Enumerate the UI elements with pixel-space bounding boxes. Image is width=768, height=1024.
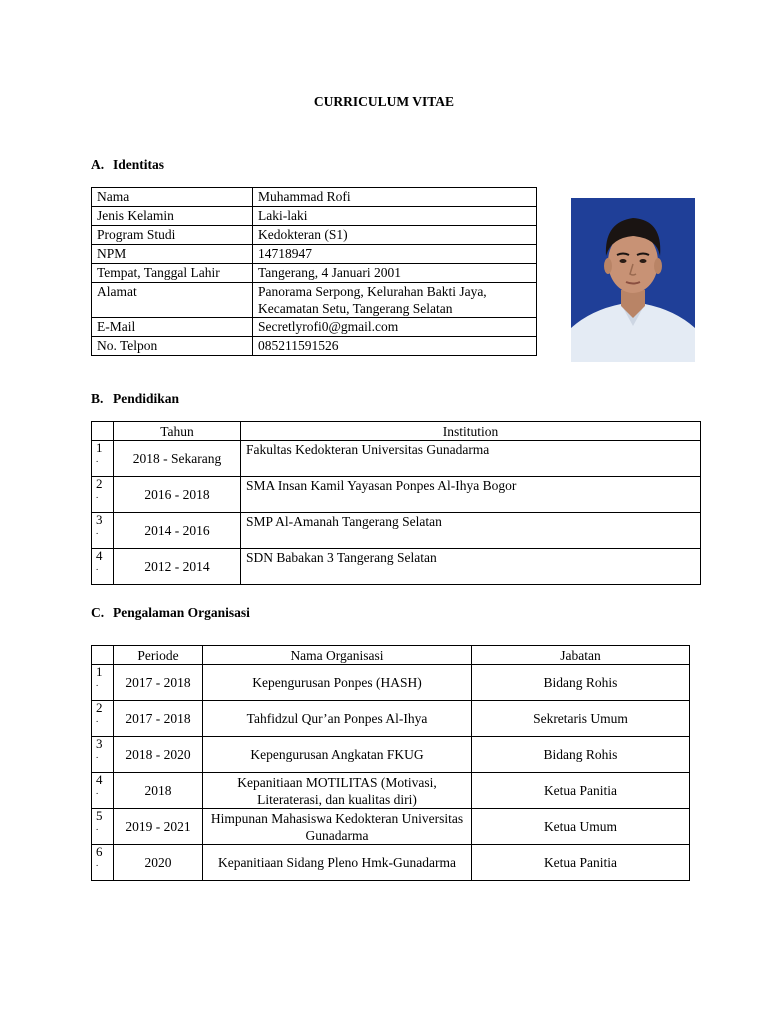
identity-key: Tempat, Tanggal Lahir [92, 264, 253, 283]
identity-value: Muhammad Rofi [253, 188, 537, 207]
table-header-row [92, 422, 701, 441]
header-cell-period: Periode [114, 646, 203, 665]
org-name: Kepanitiaan Sidang Pleno Hmk-Gunadarma [203, 845, 472, 881]
org-period: 2019 - 2021 [114, 809, 203, 845]
org-period: 2020 [114, 845, 203, 881]
table-row [92, 441, 701, 477]
table-row [92, 513, 701, 549]
identity-value: Panorama Serpong, Kelurahan Bakti Jaya, Kecamatan Setu, Tangerang Selatan [253, 283, 537, 318]
row-number: 1 . [92, 665, 114, 701]
education-institution: SMP Al-Amanah Tangerang Selatan [241, 513, 701, 549]
section-label: Identitas [113, 157, 165, 172]
table-row [92, 188, 537, 207]
table-row [92, 701, 690, 737]
education-year: 2018 - Sekarang [114, 441, 241, 477]
table-row [92, 318, 537, 337]
section-label: Pendidikan [113, 391, 180, 406]
row-number: 4 . [92, 773, 114, 809]
section-organisasi-heading [91, 605, 250, 621]
table-row [92, 477, 701, 513]
org-name: Kepanitiaan MOTILITAS (Motivasi, Literaterasi, dan kualitas diri) [203, 773, 472, 809]
section-label: Pengalaman Organisasi [113, 605, 250, 620]
row-number: 2 . [92, 701, 114, 737]
education-institution: Fakultas Kedokteran Universitas Gunadarma [241, 441, 701, 477]
org-period: 2017 - 2018 [114, 701, 203, 737]
document-title: CURRICULUM VITAE [313, 94, 455, 109]
row-number: 4 . [92, 549, 114, 585]
section-pendidikan-heading [91, 391, 179, 407]
row-number: 5 . [92, 809, 114, 845]
education-year: 2016 - 2018 [114, 477, 241, 513]
header-cell-number [92, 646, 114, 665]
education-year: 2012 - 2014 [114, 549, 241, 585]
org-position: Ketua Umum [472, 809, 690, 845]
organization-table [91, 645, 690, 881]
row-number: 3 . [92, 737, 114, 773]
org-name: Kepengurusan Angkatan FKUG [203, 737, 472, 773]
header-cell-institution: Institution [241, 422, 701, 441]
profile-photo [571, 198, 695, 362]
section-identitas-heading [91, 157, 164, 173]
table-row [92, 207, 537, 226]
row-number: 3 . [92, 513, 114, 549]
org-name: Himpunan Mahasiswa Kedokteran Universitas Gunadarma [203, 809, 472, 845]
identity-table [91, 187, 537, 356]
table-row [92, 809, 690, 845]
identity-key: Program Studi [92, 226, 253, 245]
section-letter: B. [91, 391, 104, 406]
table-row [92, 549, 701, 585]
identity-key: E-Mail [92, 318, 253, 337]
org-position: Bidang Rohis [472, 737, 690, 773]
table-row [92, 283, 537, 318]
org-position: Ketua Panitia [472, 845, 690, 881]
org-period: 2017 - 2018 [114, 665, 203, 701]
identity-value: Kedokteran (S1) [253, 226, 537, 245]
header-cell-org-name: Nama Organisasi [203, 646, 472, 665]
identity-value: Laki-laki [253, 207, 537, 226]
identity-value: Secretlyrofi0@gmail.com [253, 318, 537, 337]
education-table [91, 421, 701, 585]
education-institution: SDN Babakan 3 Tangerang Selatan [241, 549, 701, 585]
identity-key: Alamat [92, 283, 253, 318]
table-row [92, 845, 690, 881]
org-position: Bidang Rohis [472, 665, 690, 701]
org-name: Tahfidzul Qur’an Ponpes Al-Ihya [203, 701, 472, 737]
header-cell-number [92, 422, 114, 441]
table-header-row [92, 646, 690, 665]
table-row [92, 337, 537, 356]
identity-value: 085211591526 [253, 337, 537, 356]
table-row [92, 773, 690, 809]
org-position: Sekretaris Umum [472, 701, 690, 737]
table-row [92, 245, 537, 264]
section-letter: C. [91, 605, 105, 620]
table-row [92, 737, 690, 773]
education-year: 2014 - 2016 [114, 513, 241, 549]
identity-value: 14718947 [253, 245, 537, 264]
org-position: Ketua Panitia [472, 773, 690, 809]
row-number: 2 . [92, 477, 114, 513]
row-number: 1 . [92, 441, 114, 477]
table-row [92, 226, 537, 245]
table-row [92, 264, 537, 283]
identity-key: Nama [92, 188, 253, 207]
org-period: 2018 - 2020 [114, 737, 203, 773]
education-institution: SMA Insan Kamil Yayasan Ponpes Al-Ihya Bogor [241, 477, 701, 513]
identity-key: Jenis Kelamin [92, 207, 253, 226]
identity-key: NPM [92, 245, 253, 264]
row-number: 6 . [92, 845, 114, 881]
header-cell-year: Tahun [114, 422, 241, 441]
table-row [92, 665, 690, 701]
identity-key: No. Telpon [92, 337, 253, 356]
org-name: Kepengurusan Ponpes (HASH) [203, 665, 472, 701]
identity-value: Tangerang, 4 Januari 2001 [253, 264, 537, 283]
header-cell-position: Jabatan [472, 646, 690, 665]
org-period: 2018 [114, 773, 203, 809]
section-letter: A. [91, 157, 105, 172]
